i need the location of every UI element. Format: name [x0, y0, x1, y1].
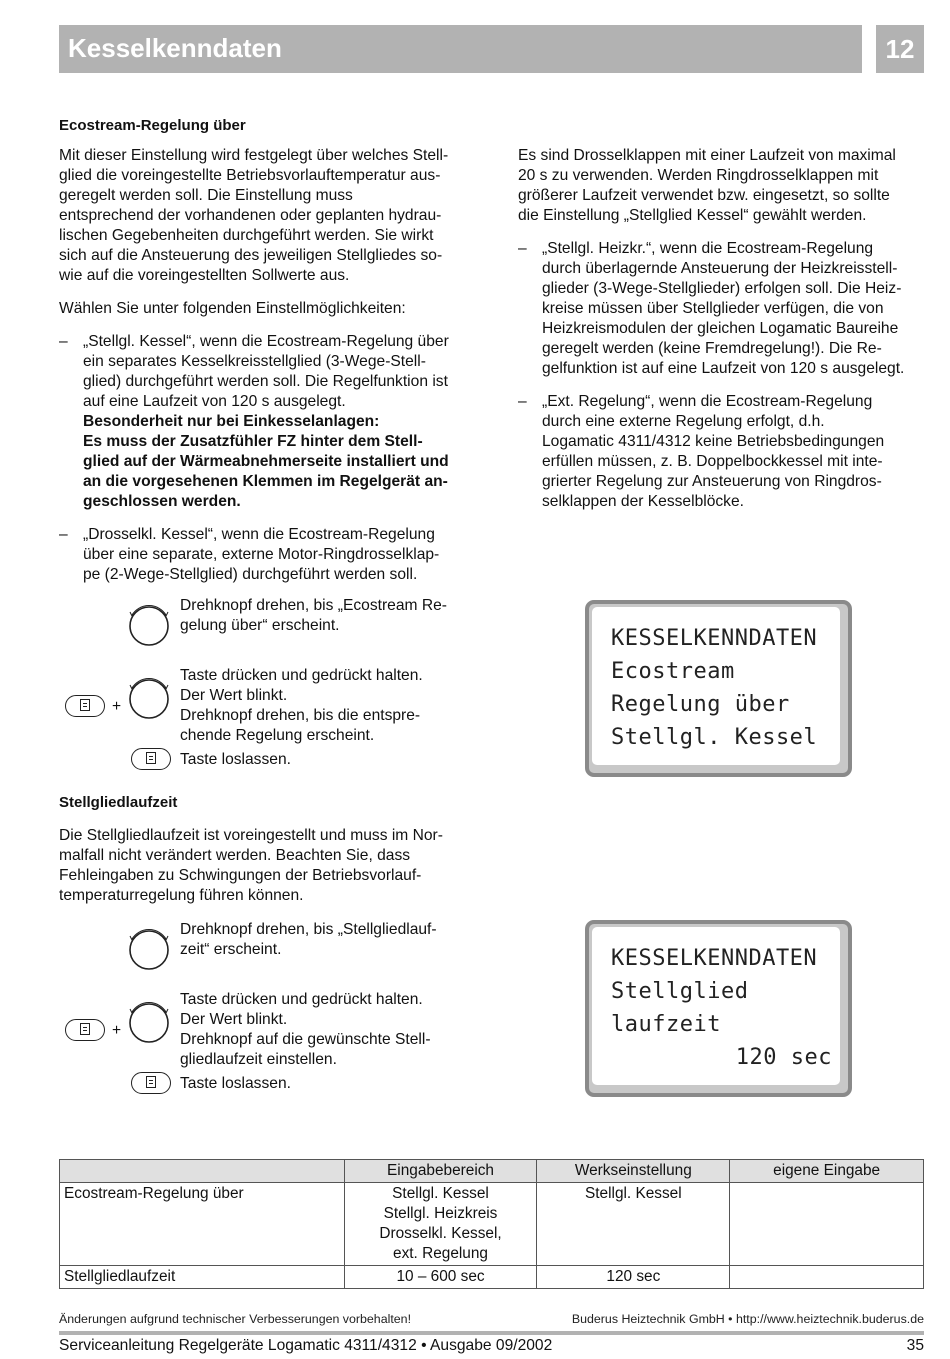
table-row [60, 1183, 924, 1266]
table-row [60, 1266, 924, 1289]
footer-divider [59, 1331, 924, 1335]
rotary-knob-icon [126, 601, 172, 647]
bullet-stellgl-kessel: – „Stellgl. Kessel“, wenn die Ecostream-Regelung über ein separates Kesselkreisstellglied (3-Wege-Stell- glied) durchgeführt werden soll. Die Regelfunktion ist auf eine Laufzeit von 120 s ausgelegt. Besonderheit nur bei Einkesselanlagen: Es muss der Zusatzfühler FZ hinter dem Stell- glied auf der Wärmeabnehmerseite installiert und an die vorgesehenen Klemmen im Regelgerät an- geschlossen werden. [59, 333, 449, 510]
lcd-line-4: 120 sec [735, 1045, 832, 1070]
table-cell-own [730, 1266, 924, 1289]
lcd-line-1: KESSELKENNDATEN [611, 626, 818, 651]
instruction-turn-1: Drehknopf drehen, bis „Ecostream Re- gelung über“ erscheint. [180, 597, 447, 634]
instruction-press-1: Taste drücken und gedrückt halten. Der Wert blinkt. Drehknopf drehen, bis die entspre- chende Regelung erscheint. [180, 667, 423, 744]
key-icon [80, 699, 90, 711]
chapter-number: 12 [876, 25, 924, 73]
table-cell-range: 10 – 600 sec [344, 1266, 537, 1289]
rotary-knob-icon [126, 674, 172, 720]
section-heading-stellgliedlaufzeit: Stellgliedlaufzeit [59, 794, 178, 811]
table-header-cell [60, 1160, 345, 1183]
knob-turn-1 [126, 601, 172, 652]
rotary-knob-icon [126, 925, 172, 971]
bullet-drosselkl-kessel: – „Drosselkl. Kessel“, wenn die Ecostream-Regelung über eine separate, externe Motor-Ringdrosselklap- pe (2-Wege-Stellglied) durchgeführt werden soll. [59, 526, 440, 583]
lcd-line-4: Stellgl. Kessel [611, 725, 818, 750]
knob-turn-2 [126, 925, 172, 976]
table-header-row [60, 1160, 924, 1183]
menu-key-2 [65, 1019, 105, 1041]
lcd-line-2: Stellglied [611, 979, 749, 1004]
table-cell-name: Ecostream-Regelung über [60, 1183, 345, 1266]
table-header-cell: Eingabebereich [344, 1160, 537, 1183]
plus-sign-2: + [112, 1022, 122, 1039]
knob-press-1 [126, 674, 172, 725]
key-icon [146, 1076, 156, 1088]
footer-note: Änderungen aufgrund technischer Verbesserungen vorbehalten! [59, 1312, 412, 1326]
bullet-stellgl-heizkr: – „Stellgl. Heizkr.“, wenn die Ecostream-Regelung durch überlagernde Ansteuerung der Heizkreisstell- glieder (3-Wege-Stellglieder) erfolgen soll. Die Heiz- kreise müssen über Stellglieder verfügen, die von Heizkreismodulen der gleichen Logamatic Baureihe geregelt werden (keine Fremdregelung!). Die Re- gelfunktion ist auf eine Laufzeit von 120 s ausgelegt. [518, 240, 905, 377]
lcd-line-1: KESSELKENNDATEN [611, 946, 818, 971]
knob-press-2 [126, 998, 172, 1049]
choose-text: Wählen Sie unter folgenden Einstellmöglichkeiten: [59, 300, 406, 317]
page-title: Kesselkenndaten [68, 33, 282, 63]
left-column [59, 116, 479, 585]
right-column: Es sind Drosselklappen mit einer Laufzeit von maximal 20 s zu verwenden. Werden Ringdrosselklappen mit größerer Laufzeit verwendet bzw. eingesetzt, so sollte die Einstellung „Stellglied Kessel“ gewählt werden. – „Stellgl. Heizkr.“, wenn die Ecostream-Regelung durch überlagernde Ansteuerung der Heizkreisstell- glieder (3-Wege-Stellglieder) erfolgen soll. Die Heiz- kreise müssen über Stellglieder verfügen, die von Heizkreismodulen der gleichen Logamatic Baureihe geregelt werden (keine Fremdregelung!). Die Re- gelfunktion ist auf eine Laufzeit von 120 s ausgelegt. – „Ext. Regelung“, wenn die Ecostream-Regelung durch eine externe Regelung erfolgt, d.h. Logamatic 4311/4312 keine Betriebsbedingungen erfüllen müssen, z. B. Doppelbockkessel mit inte- grierter Regelung zur Ansteuerung von Ringdros- selklappen der Kesselblöcke. [518, 146, 928, 512]
key-icon [146, 752, 156, 764]
bullet-ext-regelung: – „Ext. Regelung“, wenn die Ecostream-Regelung durch eine externe Regelung erfolgt, d.h. Logamatic 4311/4312 keine Betriebsbedingungen erfüllen müssen, z. B. Doppelbockkessel mit inte- grierter Regelung zur Ansteuerung von Ringdros- selklappen der Kesselblöcke. [518, 393, 885, 510]
menu-key-release-2 [131, 1072, 171, 1094]
instruction-release-1: Taste loslassen. [180, 751, 291, 768]
page-number: 35 [906, 1337, 924, 1354]
table-header-cell: Werkseinstellung [537, 1160, 730, 1183]
menu-key-1 [65, 695, 105, 717]
settings-table [59, 1159, 924, 1289]
plus-sign-1: + [112, 698, 122, 715]
table-cell-default: 120 sec [537, 1266, 730, 1289]
lcd-display-stellglied [585, 920, 852, 1097]
lcd-line-3: laufzeit [611, 1012, 721, 1037]
section-heading-ecostream: Ecostream-Regelung über [59, 117, 246, 134]
instruction-turn-2: Drehknopf drehen, bis „Stellgliedlauf- zeit“ erscheint. [180, 921, 437, 958]
table-cell-name: Stellgliedlaufzeit [60, 1266, 345, 1289]
footer-manual-title: Serviceanleitung Regelgeräte Logamatic 4311/4312 • Ausgabe 09/2002 [59, 1337, 553, 1354]
lcd-display-ecostream [585, 600, 852, 777]
lcd-line-2: Ecostream [611, 659, 735, 684]
intro-paragraph: Mit dieser Einstellung wird festgelegt über welches Stell- glied die voreingestellte Betriebsvorlauftemperatur aus- geregelt werden soll. Die Einstellung muss entsprechend der vorhandenen oder geplanten hydrau- lischen Gegebenheiten durchgeführt werden. Sie wirkt sich auf die Ansteuerung des jeweiligen Stellgliedes so- wie auf die voreingestellten Sollwerte aus. [59, 147, 449, 284]
table-cell-range: Stellgl. Kessel Stellgl. Heizkreis Drosselkl. Kessel, ext. Regelung [344, 1183, 537, 1266]
table-header-cell: eigene Eingabe [730, 1160, 924, 1183]
section-stellgliedlaufzeit: Stellgliedlaufzeit Die Stellgliedlaufzeit ist voreingestellt und muss im Nor- malfall nicht verändert werden. Beachten Sie, dass Fehleingaben zu Schwingungen der Betriebsvorlauf- temperaturregelung führen können. [59, 793, 479, 906]
instruction-release-2: Taste loslassen. [180, 1075, 291, 1092]
footer-company: Buderus Heiztechnik GmbH • http://www.heiztechnik.buderus.de [571, 1312, 924, 1326]
instruction-press-2: Taste drücken und gedrückt halten. Der Wert blinkt. Drehknopf auf die gewünschte Stell- gliedlaufzeit einstellen. [180, 991, 431, 1068]
lcd-line-3: Regelung über [611, 692, 790, 717]
table-cell-own [730, 1183, 924, 1266]
table-cell-default: Stellgl. Kessel [537, 1183, 730, 1266]
menu-key-release-1 [131, 748, 171, 770]
rotary-knob-icon [126, 998, 172, 1044]
key-icon [80, 1023, 90, 1035]
